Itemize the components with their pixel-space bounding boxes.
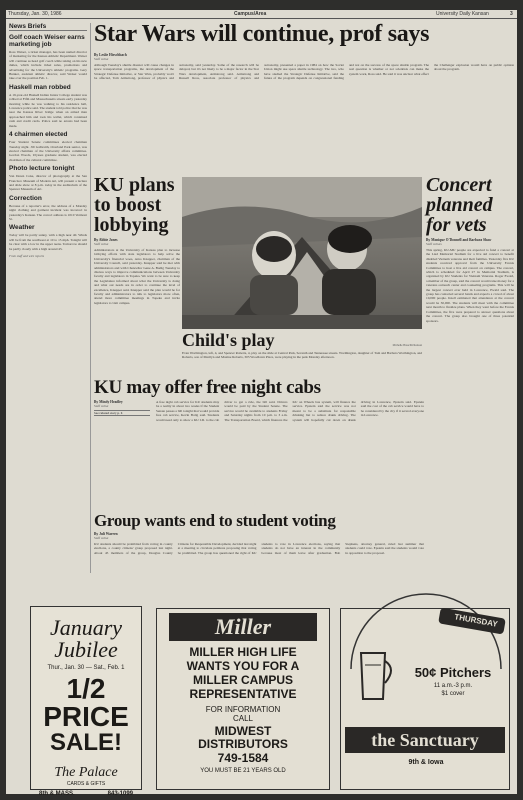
main-byline: By Leslie Hirschbach (94, 53, 127, 57)
jubilee-phone: 843-1099 (107, 791, 133, 797)
main-byline-role: Staff writer (94, 57, 109, 61)
student-voting-body: KU students should be prohibited from voting in county elections, a county citizens' group proposed last night. About 45 members of the group, Douglas County Citizens for Responsible Development, decided last night at a meeting to circulate petitions proposing that voting be prohibited. The group has questioned the right of KU students to vote in Lawrence elections, saying that students do not have an interest in the community because most of them leave after graduation. Bob Stephens, attorney general, ruled last summer that students could vote. Epstein said the students would vote in opposition to the proposal. (94, 542, 425, 555)
page-header (6, 10, 517, 19)
miller-company: MIDWEST (214, 724, 272, 738)
student-voting-byline: By Juli Warren (94, 532, 118, 536)
vets-headline: Concert planned for vets (426, 174, 493, 236)
miller-line4: REPRESENTATIVE (189, 687, 297, 701)
jubilee-address: 8th & MASS. (39, 791, 75, 797)
jubilee-line2: Jubilee (54, 637, 118, 662)
main-story-body: Although Tuesday's shuttle disaster will cause changes in space transportation programs, the development of the Strategic Defense Initiative, or Star Wars, probably won't be affected, Tom Armstrong, professor of physics and astronomy, said yesterday. Some of the research will be delayed, but it's not likely to be a major factor in the Star Wars development, Armstrong said. Armstrong and Russell Ross, associate professor of physics and astronomy, presented a paper in 1984 on how the Soviet Union might use space shuttle technology. The two, who have studied the Strategic Defense Initiative, said the future of the program depends on congressional funding and not on the success of the space shuttle program. The real question is whether or not scientists can make the system work, Ross said. He said it was unclear what effect the Challenger explosion would have on public opinion about the program. (94, 63, 515, 81)
miller-ad (156, 608, 330, 790)
main-story (94, 53, 514, 173)
miller-line1: MILLER HIGH LIFE (189, 645, 297, 659)
brief-body: Ross Weiser, a ticket manager, has been named director of marketing for the Kansas Athletic Department. Weiser will continue as head golf coach while taking on his new duties, which include ticket sales, promotions and advertising for the University's athletic programs. Gary Bunker, assistant athletic director, said Weiser would take over the position Feb. 1. (9, 50, 88, 81)
related-story-kicker: See related story p. 6 (94, 410, 150, 416)
student-voting-headline: Group wants end to student voting (94, 511, 336, 530)
header-page-number: 3 (510, 11, 513, 17)
sanctuary-pitcher-icon (361, 653, 391, 699)
miller-info: FOR INFORMATION (205, 705, 281, 714)
jubilee-sale: SALE! (50, 729, 122, 756)
header-section: Campus/Area (234, 11, 267, 17)
student-voting-byline-role: Staff writer (94, 536, 109, 540)
night-cabs-headline: KU may offer free night cabs (94, 377, 321, 398)
miller-call: CALL (232, 714, 253, 723)
news-briefs-title: News Briefs (9, 23, 87, 31)
main-headline-block (94, 22, 514, 52)
miller-phone: 749-1584 (217, 751, 269, 765)
miller-line2: WANTS YOU FOR A (186, 659, 300, 673)
news-briefs-column (9, 23, 87, 575)
header-date: Thursday, Jan. 30, 1986 (8, 11, 62, 17)
jubilee-price: 1/2 PRICE (43, 673, 129, 732)
sanctuary-ad (340, 608, 510, 790)
miller-brand: Miller (169, 613, 317, 641)
brief-headline: Haskell man robbed (9, 83, 71, 91)
brief-body: Today will be partly sunny, with a high near 40. Winds will be from the southwest at 10 to 15 mph. Tonight will be clear with a low in the upper teens. Tomorrow should be partly cloudy with a high around 45. (9, 233, 88, 251)
sanctuary-day: THURSDAY (453, 612, 499, 629)
jubilee-store-sub: CARDS & GIFTS (66, 781, 106, 787)
lobbying-headline: KU plans to boost lobbying (94, 174, 175, 236)
lobbying-story (94, 175, 180, 375)
column-rule (90, 23, 91, 573)
header-paper: University Daily Kansan (436, 11, 489, 17)
brief-body: A 19-year-old Haskell Indian Junior College student was robbed at Fifth and Massachusetts streets early yesterday morning while he was walking to his residence hall, Lawrence police said. The student told police that he was near the Kansas River bridge when an armed man approached him and took his wallet, which contained cash and credit cards. Police said no arrests had been made. (9, 92, 88, 128)
lobbying-body: Administrators at the University of Kansas plan to increase lobbying efforts with state legislators to help solve the University's financial woes, Arno Knapper, chairman of the University Council, said yesterday. Knapper said he met with administrators and with Chancellor Gene A. Budig Tuesday to discuss ways to improve communications between University faculty and legislators in Topeka. We want to be sure to keep the Legislature informed about what the University is doing and what our needs are in order to continue the level of excellence, Knapper said. Knapper said the plan would be for faculty and administrators to talk to legislators more often, attend more committee meetings in Topeka and invite legislators to visit campus. (94, 248, 181, 305)
miller-company2: DISTRIBUTORS (198, 737, 288, 751)
child-play-photo (182, 177, 422, 329)
lobbying-byline-role: Staff writer (94, 242, 109, 246)
vets-concert-story (426, 175, 514, 575)
brief-body: Because of a reporter's error, the address of a Monday night clothing and garment incident was incorrect in yesterday's Kansan. The correct address is 1010 Vermont St. (9, 203, 88, 221)
photo-credit: Michelle Brauchli/Kansan (392, 344, 422, 347)
miller-age-notice: YOU MUST BE 21 YEARS OLD (200, 768, 286, 774)
photo-block (182, 177, 422, 375)
sanctuary-price: 50¢ Pitchers (414, 665, 492, 680)
sanctuary-name: the Sanctuary (345, 727, 505, 753)
sanctuary-time: 11 a.m.-3 p.m. (433, 683, 473, 689)
vets-byline-role: Staff writers (426, 242, 442, 246)
jubilee-store: The Palace (54, 765, 118, 780)
night-cabs-story (94, 378, 424, 512)
photo-title: Child's play (182, 330, 275, 350)
miller-line3: MILLER CAMPUS (193, 673, 293, 687)
newspaper-page (6, 10, 517, 797)
student-voting-story (94, 512, 424, 604)
photo-caption: Evan Worthington, left, 4, and Spencer Roberts, 4, play on the slide at Central Park, Seventh and Tennessee streets. Worthington, daughter of Tom and Barbara Worthington, and Roberts, son of Marilyn and Maxine Roberts, 305 Woodlawn Place, were playing in the park Monday afternoon. (182, 351, 423, 360)
main-headline: Star Wars will continue, prof says (94, 21, 430, 47)
night-cabs-byline: By Mindy Headley (94, 400, 123, 404)
brief-body: Four Student Senate committees elected chairmen Tuesday night. Jill Galbraith, Overland Park senior, was elected chairman of the University affairs committee. Gordon Woods, Ulysses graduate student, was elected chairman of the cultural committee. (9, 140, 88, 162)
brief-body: Van Deren Coke, director of photography at the San Francisco Museum of Modern Art, will present a lecture and slide show at 8 p.m. today in the auditorium of the Spencer Museum of Art. (9, 174, 88, 192)
jubilee-line1: January (49, 615, 123, 640)
brief-headline: 4 chairmen elected (9, 131, 68, 139)
sanctuary-address: 9th & Iowa (408, 759, 444, 766)
sanctuary-cover: $1 cover (441, 691, 465, 697)
brief-headline: Weather (9, 224, 35, 232)
night-cabs-byline-role: Staff writer (94, 404, 109, 408)
briefs-credit: From staff and wire reports (9, 254, 45, 258)
brief-headline: Photo lecture tonight (9, 165, 75, 173)
january-jubilee-ad (30, 606, 142, 797)
lobbying-byline: By Abbie Jones (94, 238, 118, 242)
vets-byline: By Monique O'Donnell and Barbara Shaw (426, 238, 492, 242)
jubilee-dates: Thur., Jan. 30 — Sat., Feb. 1 (47, 665, 125, 671)
night-cabs-body: A free night cab service for KU students may be a reality in about two weeks if the Student Senate passes a bill tonight that would provide free cab service, Kevin Bolig said. Students would need only to show a KU I.D. to the cab driver to get a ride, the bill said. Drivers would be paid by the Student Senate. The service would be available to students Friday and Saturday nights from 10 p.m. to 3 a.m. The Transportation Board, which finances the KU on Wheels bus system, will finance the service. Epstein said the service was not meant to be a substitute for responsible drinking but to reduce drunk driving. The system will hopefully cut down on drunk driving in Lawrence, Epstein said. Epstein said the cost of the cab service would have to be considered by the city if it served everyone in Lawrence. (156, 400, 425, 422)
vets-body: This spring, KU-MU people are expected to fund a concert at the Lied Memorial Stadium for a live aid concert to benefit disabled Vietnam veterans and their families. Yesterday five KU students received approval from the University Events Committee to host a live aid concert on campus. The concert, which is scheduled for April 27 in Memorial Stadium, is organized by KU Students for Vietnam Veterans. Roger Ewald, a member of the group, said the concert would raise money for a veterans outreach center and counseling programs. This will be the largest concert ever held in Lawrence, Ewald said. The group has contacted several bands and expects a crowd of about 10,000 people. Knoll estimated that attendance at the concert would be 30,000. The students will meet with the committee next month to finalize plans. When they went before the Events Committee, the five were prepared to answer questions about the concert. The group also brought one of three potential sponsors. (426, 248, 515, 323)
brief-headline: Golf coach Weiser earns marketing job (9, 34, 85, 48)
brief-headline: Correction (9, 194, 42, 202)
